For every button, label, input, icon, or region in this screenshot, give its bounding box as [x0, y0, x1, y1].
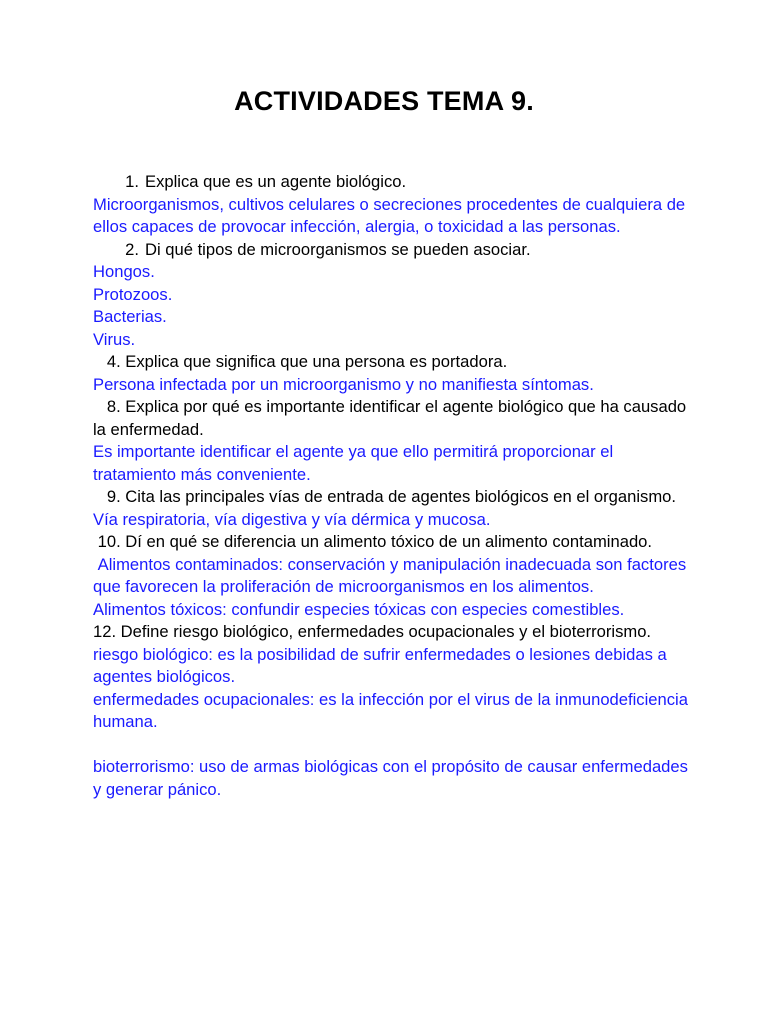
answer-12-riesgo: riesgo biológico: es la posibilidad de sufrir enfermedades o lesiones debidas a agentes biológicos. — [93, 644, 672, 686]
question-4: 4. Explica que significa que una persona es portadora. — [93, 352, 508, 371]
answer-10-contaminados: Alimentos contaminados: conservación y manipulación inadecuada son factores que favorecen la proliferación de microorganismos en los alimentos. — [93, 554, 691, 596]
question-10: 10. Dí en qué se diferencia un alimento tóxico de un alimento contaminado. — [93, 532, 653, 551]
question-text: Explica que es un agente biológico. — [145, 172, 407, 191]
question-number: 1. — [125, 172, 139, 191]
question-1 — [93, 171, 693, 194]
answer-8: Es importante identificar el agente ya que ello permitirá proporcionar el tratamiento más conveniente. — [93, 442, 618, 484]
answer-12-enfermedades: enfermedades ocupacionales: es la infección por el virus de la inmunodeficiencia humana. — [93, 689, 693, 731]
question-2 — [93, 239, 693, 262]
answer-1: Microorganismos, cultivos celulares o secreciones procedentes de cualquiera de ellos capaces de provocar infección, alergia, o toxicidad a las personas. — [93, 194, 690, 236]
question-8: 8. Explica por qué es importante identificar el agente biológico que ha causado la enfermedad. — [93, 397, 691, 439]
answer-2-bacterias: Bacterias. — [93, 307, 167, 326]
answer-12-bioterrorismo: bioterrorismo: uso de armas biológicas con el propósito de causar enfermedades y generar pánico. — [93, 757, 693, 799]
answer-2-virus: Virus. — [93, 329, 136, 349]
document-body — [93, 171, 693, 801]
answer-4: Persona infectada por un microorganismo y no manifiesta síntomas. — [93, 374, 594, 394]
answer-2-hongos: Hongos. — [93, 262, 155, 281]
question-9: 9. Cita las principales vías de entrada de agentes biológicos en el organismo. — [93, 487, 676, 506]
answer-10-toxicos: Alimentos tóxicos: confundir especies tóxicas con especies comestibles. — [93, 599, 625, 619]
question-12: 12. Define riesgo biológico, enfermedades ocupacionales y el bioterrorismo. — [93, 622, 652, 641]
answer-2-protozoos: Protozoos. — [93, 284, 173, 304]
answer-9: Vía respiratoria, vía digestiva y vía dérmica y mucosa. — [93, 509, 491, 529]
question-number: 2. — [125, 239, 139, 259]
page-title: ACTIVIDADES TEMA 9. — [234, 86, 534, 116]
blank-line — [93, 734, 693, 757]
question-text: Di qué tipos de microorganismos se pueden asociar. — [145, 239, 531, 259]
